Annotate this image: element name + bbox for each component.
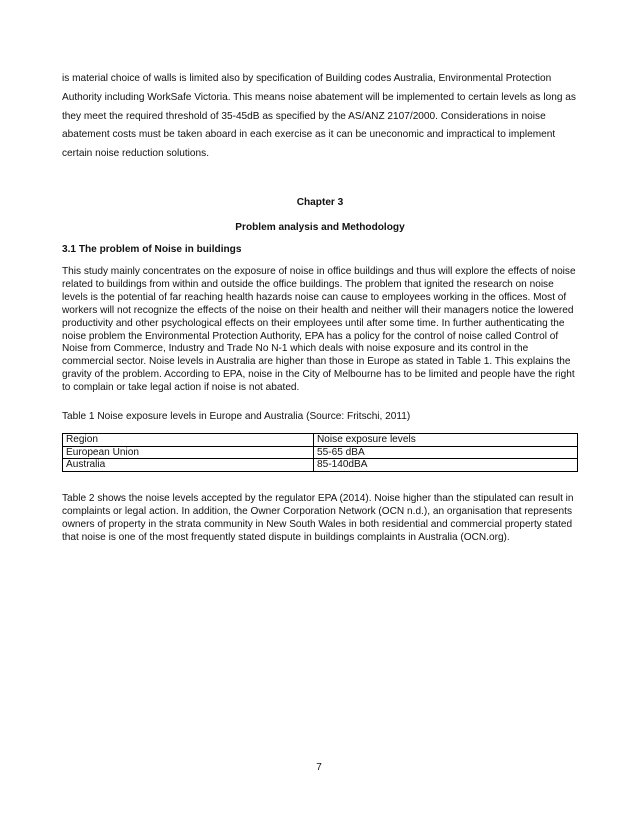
table2-paragraph: Table 2 shows the noise levels accepted by the regulator EPA (2014). Noise higher than the stipulated can result in complaints or legal action. In addition, the Owner Corporation Network (OCN n.d.), an organisation that represents owners of property in the strata community in New South Wales in both residential and commercial property stated that noise is one of the most frequently stated dispute in buildings complaints in Australia (OCN.org). (62, 493, 574, 543)
table-header-row (63, 434, 578, 447)
table-cell: 85-140dBA (314, 459, 578, 472)
table-row (63, 459, 578, 472)
page-number: 7 (316, 762, 322, 773)
chapter-title: Problem analysis and Methodology (235, 222, 405, 233)
table-cell: Australia (63, 459, 314, 472)
noise-levels-table (62, 433, 578, 472)
chapter-number: Chapter 3 (296, 197, 344, 208)
section-heading: 3.1 The problem of Noise in buildings (62, 244, 242, 255)
intro-paragraph: is material choice of walls is limited also by specification of Building codes Australia, Environmental Protection Authority including WorkSafe Victoria. This means noise abatement will be implemented to certain levels as long as they meet the required threshold of 35-45dB as specified by the AS/ANZ 2107/2000. Considerations in noise abatement costs must be taken aboard in each exercise as it can be uneconomic and impractical to implement certain noise reduction solutions. (62, 73, 576, 160)
table-header-cell: Noise exposure levels (314, 434, 578, 447)
table-caption: Table 1 Noise exposure levels in Europe and Australia (Source: Fritschi, 2011) (62, 411, 411, 422)
table-cell: 55-65 dBA (314, 446, 578, 459)
table-row (63, 446, 578, 459)
table-cell: European Union (63, 446, 314, 459)
section-paragraph: This study mainly concentrates on the exposure of noise in office buildings and thus will explore the effects of noise related to buildings from within and outside the office buildings. The problem that ignited the research on noise levels is the potential of far reaching health hazards noise can cause to employees working in the offices. Most of workers will not recognize the effects of the noise on their health and neither will their managers notice the lowered productivity and other psychological effects on their employees until after some time. In further authenticating the noise problem the Environmental Protection Authority, EPA has a policy for the control of noise called Control of Noise from Commerce, Industry and Trade No N-1 which deals with noise exposure and its control in the commercial sector. Noise levels in Australia are higher than those in Europe as stated in Table 1. This explains the gravity of the problem. According to EPA, noise in the City of Melbourne has to be limited and people have the right to complain or take legal action if noise is not abated. (62, 266, 576, 394)
table-header-cell: Region (63, 434, 314, 447)
